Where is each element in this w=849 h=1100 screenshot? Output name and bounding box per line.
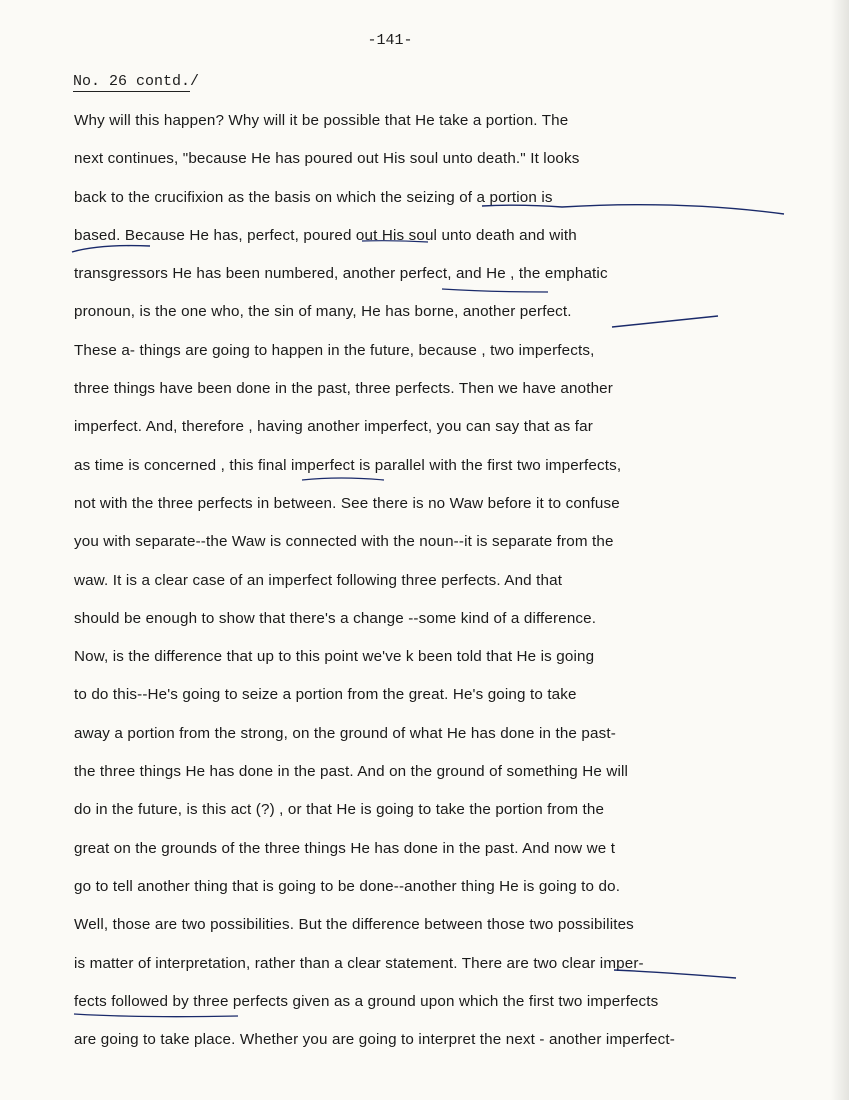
- section-heading: [73, 73, 199, 90]
- text-line: not with the three perfects in between. See there is no Waw before it to confuse: [74, 494, 620, 512]
- text-line: fects followed by three perfects given as a ground upon which the first two imperfects: [74, 992, 659, 1010]
- text-line: do in the future, is this act (?) , or that He is going to take the portion from the: [74, 801, 605, 819]
- section-heading-text: No. 26 contd.: [73, 73, 191, 90]
- text-line: waw. It is a clear case of an imperfect following three perfects. And that: [74, 571, 563, 589]
- text-line: is matter of interpretation, rather than a clear statement. There are two clear imper-: [74, 954, 644, 972]
- section-heading-mark: /: [190, 73, 200, 90]
- body-text: [74, 110, 814, 1067]
- text-line: next continues, "because He has poured out His soul unto death." It looks: [74, 150, 580, 168]
- text-line: great on the grounds of the three things He has done in the past. And now we t: [74, 839, 616, 857]
- text-line: based. Because He has, perfect, poured out His soul unto death and with: [74, 226, 577, 244]
- text-line: you with separate--the Waw is connected with the noun--it is separate from the: [74, 533, 614, 551]
- page-number: -141-: [367, 32, 413, 49]
- text-line: go to tell another thing that is going to be done--another thing He is going to do.: [74, 877, 621, 895]
- text-line: are going to take place. Whether you are going to interpret the next - another imperfect-: [74, 1031, 675, 1049]
- text-line: transgressors He has been numbered, another perfect, and He , the emphatic: [74, 265, 608, 283]
- text-line: Now, is the difference that up to this point we've k been told that He is going: [74, 648, 595, 666]
- scan-edge: [831, 0, 849, 1100]
- text-line: as time is concerned , this final imperfect is parallel with the first two imperfects,: [74, 456, 622, 474]
- text-line: pronoun, is the one who, the sin of many, He has borne, another perfect.: [74, 303, 572, 321]
- text-line: to do this--He's going to seize a portion from the great. He's going to take: [74, 686, 577, 704]
- text-line: should be enough to show that there's a change --some kind of a difference.: [74, 609, 597, 627]
- text-line: back to the crucifixion as the basis on which the seizing of a portion is: [74, 188, 553, 206]
- text-line: These a- things are going to happen in the future, because , two imperfects,: [74, 341, 595, 359]
- text-line: away a portion from the strong, on the ground of what He has done in the past-: [74, 724, 616, 742]
- text-line: Well, those are two possibilities. But the difference between those two possibilites: [74, 916, 634, 934]
- text-line: the three things He has done in the past. And on the ground of something He will: [74, 763, 629, 781]
- text-line: imperfect. And, therefore , having another imperfect, you can say that as far: [74, 418, 593, 436]
- text-line: three things have been done in the past, three perfects. Then we have another: [74, 380, 613, 398]
- text-line: Why will this happen? Why will it be possible that He take a portion. The: [74, 112, 569, 129]
